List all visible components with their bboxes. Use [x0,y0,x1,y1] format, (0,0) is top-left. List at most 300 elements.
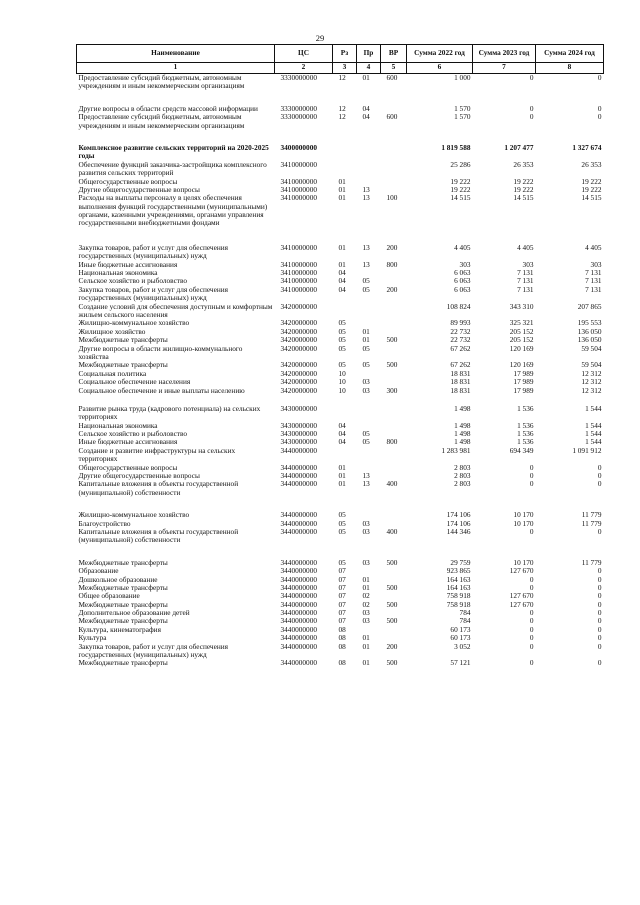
row-cs-code: 3440000000 [280,582,317,592]
table-row [77,286,604,303]
row-vr-code [381,511,407,519]
row-sum-2022: 18 831 [450,385,471,395]
row-rz-code: 12 [338,73,346,82]
row-sum-2024: 1 544 [585,437,602,447]
row-name: Другие вопросы в области средств массовой информации [78,103,258,113]
row-rz-code [333,303,357,320]
row-name: Закупка товаров, работ и услуг для обеспечения государственных (муниципальных) нужд [78,242,228,261]
row-vr-code: 200 [386,641,398,651]
row-sum-2022: 1 283 981 [441,445,471,455]
row-rz-code: 04 [338,429,346,439]
row-vr-code [381,370,407,378]
row-sum-2023: 14 515 [513,193,534,203]
row-name: Межбюджетные трансферты [78,335,168,345]
row-name: Общегосударственные вопросы [78,176,178,186]
column-number: 4 [357,63,381,74]
row-rz-code: 01 [338,479,346,489]
row-cs-code: 3430000000 [280,437,317,447]
row-sum-2022: 164 163 [446,574,471,584]
row-rz-code: 07 [338,591,346,601]
row-cs-code: 3410000000 [280,268,317,278]
row-cs-code: 3420000000 [280,318,317,328]
row-pr-code: 02 [362,599,370,609]
row-vr-code: 200 [386,242,398,252]
row-sum-2023: 205 152 [509,335,534,345]
budget-table [76,44,604,668]
row-pr-code: 01 [362,658,370,668]
row-rz-code: 01 [338,259,346,269]
row-sum-2022: 19 222 [450,184,471,194]
row-sum-2023: 120 169 [509,360,534,370]
row-name: Капитальные вложения в объекты государственной (муниципальной) собственности [78,479,239,497]
row-sum-2022: 164 163 [446,582,471,592]
row-sum-2023: 0 [529,73,534,82]
row-sum-2022: 67 262 [450,360,471,370]
row-pr-code: 03 [362,557,370,567]
row-name: Социальная политика [78,368,147,378]
row-sum-2024: 59 504 [581,343,602,353]
header-cs: ЦС [275,45,333,63]
row-rz-code: 05 [338,318,346,328]
row-sum-2022: 18 831 [450,368,471,378]
row-vr-code [381,567,407,575]
row-cs-code: 3440000000 [280,633,317,643]
row-cs-code: 3440000000 [280,471,317,481]
header-sum-2023: Сумма 2023 год [473,45,536,63]
row-rz-code: 05 [338,518,346,528]
row-pr-code [357,405,381,422]
row-sum-2023: 127 670 [509,566,534,576]
row-cs-code: 3410000000 [280,276,317,286]
row-name: Межбюджетные трансферты [78,360,168,370]
row-sum-2022: 1 498 [454,403,471,413]
row-sum-2024: 7 131 [585,284,602,294]
row-sum-2023: 0 [529,608,534,618]
row-sum-2024: 0 [597,479,602,489]
table-row [77,480,604,511]
row-vr-code [381,144,407,161]
row-sum-2022: 2 803 [454,471,471,481]
column-number: 2 [275,63,333,74]
row-pr-code [357,161,381,178]
row-sum-2022: 1 498 [454,420,471,430]
header-sum-2024: Сумма 2024 год [536,45,604,63]
row-name: Дополнительное образование детей [78,608,190,618]
row-rz-code: 04 [338,437,346,447]
row-rz-code: 01 [338,176,346,186]
row-vr-code [381,303,407,320]
row-rz-code: 07 [338,616,346,626]
table-row [77,244,604,261]
column-number: 8 [536,63,604,74]
row-sum-2022: 784 [459,608,471,618]
row-rz-code: 08 [338,633,346,643]
row-cs-code: 3330000000 [280,73,317,82]
row-name: Обеспечение функций заказчика-застройщика комплексного развития сельских территорий [78,159,267,178]
row-pr-code: 13 [362,471,370,481]
row-vr-code: 600 [386,112,398,122]
row-sum-2023: 1 536 [517,403,534,413]
row-cs-code: 3420000000 [280,301,317,311]
row-pr-code: 03 [362,526,370,536]
row-pr-code: 03 [362,377,370,387]
row-rz-code [333,447,357,464]
row-sum-2022: 1 570 [454,112,471,122]
row-sum-2022: 4 405 [454,242,471,252]
row-sum-2024: 0 [597,526,602,536]
row-rz-code: 05 [338,335,346,345]
row-sum-2022: 18 831 [450,377,471,387]
column-number: 1 [77,63,275,74]
row-rz-code [333,161,357,178]
row-name: Предоставление субсидий бюджетным, автономным учреждениям и иным некоммерческим организациям [78,73,245,91]
row-name: Другие общегосударственные вопросы [78,471,200,481]
column-number: 5 [381,63,407,74]
row-sum-2022: 758 918 [446,599,471,609]
row-sum-2022: 303 [459,259,471,269]
row-pr-code: 03 [362,518,370,528]
row-cs-code: 3330000000 [280,103,317,113]
row-pr-code: 03 [362,385,370,395]
row-rz-code: 07 [338,599,346,609]
row-sum-2022: 923 865 [446,566,471,576]
row-sum-2023: 120 169 [509,343,534,353]
row-pr-code: 04 [362,103,370,113]
row-sum-2024: 0 [597,641,602,651]
row-sum-2022: 144 346 [446,526,471,536]
row-cs-code: 3440000000 [280,462,317,472]
row-cs-code: 3400000000 [280,142,317,152]
row-sum-2023: 0 [529,641,534,651]
row-sum-2022: 89 993 [450,318,471,328]
row-sum-2024: 0 [597,574,602,584]
row-sum-2023: 10 170 [513,557,534,567]
row-sum-2023: 343 310 [509,301,534,311]
header-sum-2022: Сумма 2022 год [407,45,473,63]
row-sum-2022: 174 106 [446,510,471,520]
row-cs-code: 3410000000 [280,284,317,294]
row-sum-2023: 17 989 [513,368,534,378]
row-name: Образование [78,566,119,576]
row-pr-code: 04 [362,112,370,122]
row-name: Общегосударственные вопросы [78,462,178,472]
table-row [77,659,604,667]
row-vr-code: 800 [386,259,398,269]
row-sum-2022: 6 063 [454,268,471,278]
table-row [77,161,604,178]
row-name: Капитальные вложения в объекты государственной (муниципальной) собственности [78,526,239,545]
row-cs-code: 3440000000 [280,599,317,609]
row-vr-code [381,161,407,178]
row-sum-2024: 0 [597,633,602,643]
row-sum-2024: 136 050 [577,326,602,336]
column-number: 6 [407,63,473,74]
row-sum-2022: 22 732 [450,335,471,345]
row-cs-code: 3440000000 [280,591,317,601]
row-sum-2024: 14 515 [581,193,602,203]
row-vr-code [381,447,407,464]
row-sum-2023: 17 989 [513,377,534,387]
row-vr-code [381,422,407,430]
row-sum-2024: 0 [597,471,602,481]
table-row [77,405,604,422]
row-vr-code: 500 [386,557,398,567]
row-sum-2023: 1 207 477 [504,142,534,152]
row-sum-2023: 1 536 [517,420,534,430]
row-sum-2022: 22 732 [450,326,471,336]
row-name: Расходы на выплаты персоналу в целях обеспечения выполнения функций государственными (муниципальными) органами, казенными учреждениями, органами управления государственными внебюджетными фондами [78,193,268,228]
row-rz-code [333,144,357,161]
row-vr-code [381,178,407,186]
row-rz-code: 05 [338,343,346,353]
row-sum-2024: 0 [597,608,602,618]
row-sum-2024: 19 222 [581,176,602,186]
row-vr-code [381,269,407,277]
row-sum-2024: 0 [597,591,602,601]
row-pr-code: 03 [362,616,370,626]
row-sum-2022: 758 918 [446,591,471,601]
row-cs-code: 3420000000 [280,385,317,395]
row-sum-2024: 303 [590,259,602,269]
row-pr-code [357,447,381,464]
row-pr-code: 13 [362,242,370,252]
row-name: Создание и развитие инфраструктуры на сельских территориях [78,445,236,464]
row-cs-code: 3430000000 [280,429,317,439]
row-rz-code: 10 [338,377,346,387]
row-pr-code [357,303,381,320]
row-rz-code: 05 [338,360,346,370]
row-sum-2024: 0 [597,599,602,609]
row-sum-2023: 0 [529,616,534,626]
row-rz-code: 12 [338,103,346,113]
row-sum-2023: 7 131 [517,276,534,286]
row-sum-2024: 59 504 [581,360,602,370]
row-name: Благоустройство [78,518,131,528]
row-cs-code: 3440000000 [280,624,317,634]
row-cs-code: 3410000000 [280,159,317,169]
row-sum-2023: 127 670 [509,599,534,609]
row-sum-2024: 0 [597,566,602,576]
row-name: Культура, кинематография [78,624,161,634]
row-name: Иные бюджетные ассигнования [78,437,178,447]
row-sum-2022: 1 000 [454,73,471,82]
row-pr-code: 13 [362,184,370,194]
row-sum-2023: 4 405 [517,242,534,252]
row-sum-2023: 7 131 [517,268,534,278]
table-row [77,74,604,105]
row-sum-2023: 127 670 [509,591,534,601]
row-rz-code: 04 [338,284,346,294]
row-pr-code: 05 [362,276,370,286]
row-sum-2022: 1 819 588 [441,142,471,152]
row-pr-code: 01 [362,574,370,584]
row-rz-code: 01 [338,242,346,252]
row-sum-2023: 0 [529,471,534,481]
row-pr-code: 13 [362,193,370,203]
row-rz-code: 04 [338,420,346,430]
row-name: Национальная экономика [78,420,158,430]
row-sum-2024: 0 [597,624,602,634]
row-cs-code: 3330000000 [280,112,317,122]
table-body [77,74,604,668]
row-sum-2024: 0 [597,73,602,82]
row-rz-code: 05 [338,510,346,520]
row-rz-code [333,405,357,422]
row-pr-code [357,144,381,161]
row-name: Сельское хозяйство и рыболовство [78,429,188,439]
row-cs-code: 3410000000 [280,242,317,252]
row-cs-code: 3410000000 [280,193,317,203]
column-number: 7 [473,63,536,74]
row-sum-2022: 57 121 [450,658,471,668]
row-vr-code [381,319,407,327]
row-cs-code: 3440000000 [280,608,317,618]
row-sum-2024: 1 327 674 [572,142,602,152]
row-rz-code: 10 [338,368,346,378]
row-name: Межбюджетные трансферты [78,582,168,592]
row-vr-code: 200 [386,284,398,294]
row-pr-code: 01 [362,73,370,82]
row-name: Предоставление субсидий бюджетным, автономным учреждениям и иным некоммерческим организациям [78,112,245,130]
row-name: Жилищно-коммунальное хозяйство [78,510,190,520]
row-name: Другие общегосударственные вопросы [78,184,200,194]
row-name: Жилищно-коммунальное хозяйство [78,318,190,328]
row-sum-2022: 108 824 [446,301,471,311]
row-vr-code: 400 [386,479,398,489]
row-rz-code: 08 [338,641,346,651]
row-sum-2024: 0 [597,462,602,472]
row-sum-2023: 10 170 [513,518,534,528]
row-name: Комплексное развитие сельских территорий на 2020-2025 годы [78,142,269,161]
row-rz-code: 07 [338,582,346,592]
row-pr-code: 01 [362,582,370,592]
row-rz-code: 05 [338,326,346,336]
row-cs-code: 3440000000 [280,574,317,584]
row-cs-code: 3430000000 [280,420,317,430]
header-pr: Пр [357,45,381,63]
row-name: Закупка товаров, работ и услуг для обеспечения государственных (муниципальных) нужд [78,641,228,660]
row-name: Закупка товаров, работ и услуг для обеспечения государственных (муниципальных) нужд [78,284,228,303]
row-sum-2024: 0 [597,616,602,626]
row-pr-code: 05 [362,343,370,353]
page-number: 29 [315,33,325,43]
row-cs-code: 3430000000 [280,403,317,413]
row-cs-code: 3440000000 [280,641,317,651]
row-vr-code: 800 [386,437,398,447]
row-vr-code: 500 [386,582,398,592]
row-pr-code: 13 [362,479,370,489]
row-rz-code: 05 [338,526,346,536]
row-sum-2022: 1 570 [454,103,471,113]
row-pr-code: 05 [362,284,370,294]
row-pr-code: 03 [362,608,370,618]
row-name: Межбюджетные трансферты [78,616,168,626]
row-sum-2022: 14 515 [450,193,471,203]
row-cs-code: 3440000000 [280,658,317,668]
row-cs-code: 3440000000 [280,566,317,576]
row-rz-code: 01 [338,193,346,203]
row-vr-code: 600 [386,73,398,82]
row-sum-2022: 6 063 [454,284,471,294]
row-vr-code: 400 [386,526,398,536]
row-sum-2024: 0 [597,658,602,668]
row-rz-code: 04 [338,276,346,286]
row-sum-2022: 2 803 [454,462,471,472]
row-name: Национальная экономика [78,268,158,278]
row-rz-code: 08 [338,658,346,668]
row-sum-2022: 3 052 [454,641,471,651]
row-sum-2022: 19 222 [450,176,471,186]
row-sum-2024: 11 779 [581,557,602,567]
row-rz-code: 04 [338,268,346,278]
row-sum-2024: 0 [597,103,602,113]
row-sum-2024: 1 544 [585,429,602,439]
row-pr-code: 01 [362,641,370,651]
row-sum-2023: 205 152 [509,326,534,336]
row-sum-2024: 1 544 [585,403,602,413]
row-pr-code: 01 [362,326,370,336]
row-sum-2023: 10 170 [513,510,534,520]
table-row [77,144,604,161]
row-sum-2023: 19 222 [513,176,534,186]
row-sum-2023: 0 [529,633,534,643]
row-vr-code: 500 [386,616,398,626]
header-rz: Рз [333,45,357,63]
row-name: Иные бюджетные ассигнования [78,259,178,269]
row-sum-2023: 0 [529,462,534,472]
row-name: Межбюджетные трансферты [78,557,168,567]
row-pr-code: 01 [362,335,370,345]
row-sum-2024: 26 353 [581,159,602,169]
row-sum-2024: 7 131 [585,276,602,286]
row-cs-code: 3410000000 [280,184,317,194]
row-rz-code: 01 [338,462,346,472]
row-vr-code [381,626,407,634]
row-sum-2023: 0 [529,582,534,592]
row-sum-2024: 195 553 [577,318,602,328]
table-row [77,447,604,464]
row-sum-2022: 784 [459,616,471,626]
row-cs-code: 3420000000 [280,360,317,370]
column-number-row [77,63,604,74]
row-cs-code: 3420000000 [280,377,317,387]
row-name: Социальное обеспечение населения [78,377,191,387]
row-sum-2022: 67 262 [450,343,471,353]
row-sum-2024: 1 091 912 [572,445,602,455]
row-sum-2022: 60 173 [450,624,471,634]
row-vr-code: 500 [386,658,398,668]
row-sum-2023: 0 [529,658,534,668]
row-vr-code: 100 [386,193,398,203]
row-cs-code: 3440000000 [280,445,317,455]
table-row [77,345,604,362]
row-rz-code: 01 [338,184,346,194]
row-rz-code: 01 [338,471,346,481]
table-row [77,528,604,559]
row-name: Межбюджетные трансферты [78,599,168,609]
table-row [77,303,604,320]
row-cs-code: 3420000000 [280,335,317,345]
row-sum-2024: 1 544 [585,420,602,430]
row-sum-2023: 0 [529,624,534,634]
row-cs-code: 3440000000 [280,616,317,626]
row-name: Социальное обеспечение и иные выплаты населению [78,385,245,395]
row-vr-code: 500 [386,335,398,345]
row-sum-2023: 1 536 [517,437,534,447]
row-pr-code: 02 [362,591,370,601]
row-pr-code: 05 [362,437,370,447]
table-row [77,643,604,660]
